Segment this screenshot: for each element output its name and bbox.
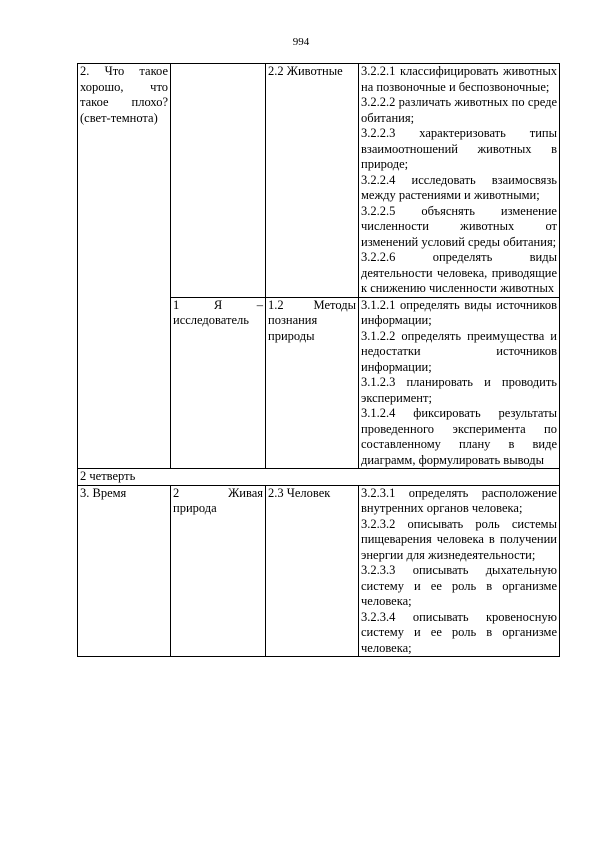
page-number: 994: [292, 36, 310, 48]
learning-outcome: 3.2.2.6 определять виды деятельности человека, приводящие к снижению численности животных: [361, 250, 557, 295]
section-cell: 2 Живая природа: [171, 485, 266, 657]
subsection-cell: 1.2 Методы познания природы: [266, 297, 359, 469]
learning-outcome: 3.2.2.4 исследовать взаимосвязь между растениями и животными;: [361, 172, 557, 202]
topic-cell: 2. Что такое хорошо, что такое плохо? (свет-темнота): [78, 64, 171, 469]
topic-cell: 3. Время: [78, 485, 171, 657]
learning-outcome: 3.2.2.5 объяснять изменение численности животных от изменений условий среды обитания;: [361, 203, 557, 249]
learning-outcome: 3.2.3.3 описывать дыхательную систему и ее роль в организме человека;: [361, 563, 557, 608]
learning-outcome: 3.1.2.4 фиксировать результаты проведенного эксперимента по составленному плану в виде диаграмм, формулировать выводы: [361, 406, 557, 467]
table-row: [78, 469, 560, 486]
table-row: [78, 485, 560, 657]
subsection-cell: 2.3 Человек: [266, 485, 359, 657]
curriculum-table: [77, 63, 560, 657]
outcomes-cell: [359, 64, 560, 298]
quarter-heading: 2 четверть: [78, 469, 560, 486]
learning-outcome: 3.2.2.3 характеризовать типы взаимоотношений животных в природе;: [361, 126, 557, 171]
learning-outcome: 3.2.2.1 классифицировать животных на позвоночные и беспозвоночные;: [361, 64, 557, 94]
learning-outcome: 3.2.3.2 описывать роль системы пищеварения человека в получении энергии для жизнедеятельности;: [361, 516, 557, 562]
learning-outcome: 3.1.2.1 определять виды источников информации;: [361, 297, 557, 327]
section-cell: [171, 64, 266, 298]
section-cell: 1 Я – исследователь: [171, 297, 266, 469]
outcomes-cell: [359, 297, 560, 469]
learning-outcome: 3.2.3.4 описывать кровеносную систему и ее роль в организме человека;: [361, 609, 557, 655]
learning-outcome: 3.1.2.2 определять преимущества и недостатки источников информации;: [361, 328, 557, 374]
learning-outcome: 3.1.2.3 планировать и проводить эксперимент;: [361, 375, 557, 405]
outcomes-cell: [359, 485, 560, 657]
table-row: [78, 64, 560, 298]
learning-outcome: 3.2.2.2 различать животных по среде обитания;: [361, 95, 557, 125]
learning-outcome: 3.2.3.1 определять расположение внутренних органов человека;: [361, 485, 557, 515]
subsection-cell: 2.2 Животные: [266, 64, 359, 298]
